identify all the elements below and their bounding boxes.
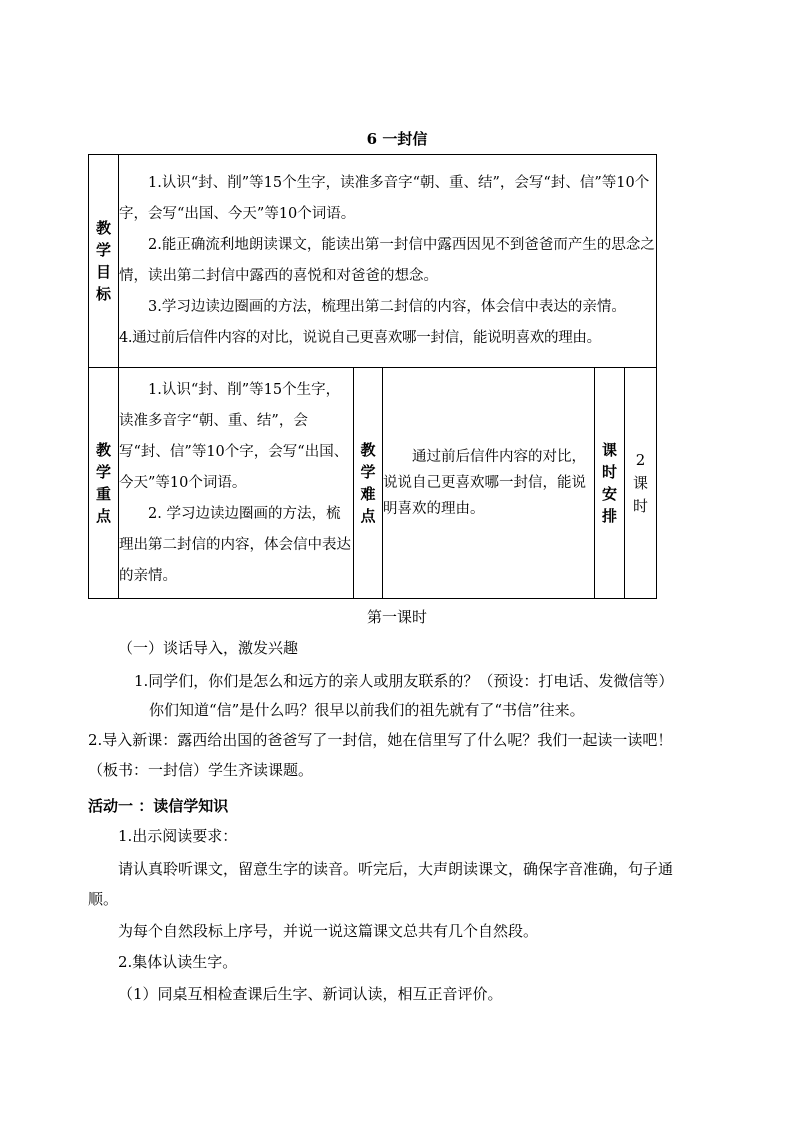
paragraph: 为每个自然段标上序号，并说一说这篇课文总共有几个自然段。: [118, 922, 539, 940]
key-points-label: 教 学 重 点: [89, 368, 119, 599]
paragraph: （1）同桌互相检查课后生字、新词认读，相互正音评价。: [118, 985, 503, 1003]
section-heading: （一）谈话导入，激发兴趣: [118, 639, 299, 657]
paragraph: 请认真聆听课文，留意生字的读音。听完后，大声朗读课文，确保字音准确，句子通: [118, 860, 674, 878]
goals-label: 教 学 目 标: [89, 155, 119, 368]
lesson-plan-table: [88, 154, 657, 599]
goals-content: [119, 155, 657, 368]
hours-value: 2 课 时: [625, 368, 657, 599]
goal-item: 4.通过前后信件内容的对比，说说自己更喜欢哪一封信，能说明喜欢的理由。: [119, 330, 601, 346]
hours-label: 课 时 安 排: [595, 368, 625, 599]
goal-item: 1.认识“封、削”等15个生字，读准多音字“朝、重、结”，会写“封、信”等10个字，会写“出国、今天”等10个词语。: [119, 175, 650, 222]
activity-heading: 活动一 ：读信学知识: [88, 797, 229, 815]
difficulty-content: 通过前后信件内容的对比，说说自己更喜欢哪一封信，能说明喜欢的理由。: [383, 368, 595, 599]
difficulty-label: 教 学 难 点: [354, 368, 383, 599]
key-point-item: 1.认识“封、削”等15个生字，读准多音字“朝、重、结”，会写“封、信”等10个字，会写“出国、今天”等10个词语。: [119, 381, 349, 491]
document-title: 6 一封信: [366, 130, 428, 148]
goal-item: 2.能正确流利地朗读课文，能读出第一封信中露西因见不到爸爸而产生的思念之情，读出第二封信中露西的喜悦和对爸爸的想念。: [119, 237, 655, 284]
key-point-item: 2. 学习边读边圈画的方法，梳理出第二封信的内容，体会信中表达的亲情。: [119, 505, 351, 584]
paragraph: 2.导入新课：露西给出国的爸爸写了一封信，她在信里写了什么呢？我们一起读一读吧！: [88, 731, 673, 749]
paragraph: 顺。: [88, 890, 119, 908]
goal-item: 3.学习边读边圈画的方法，梳理出第二封信的内容，体会信中表达的亲情。: [148, 299, 626, 315]
paragraph: 2.集体认读生字。: [118, 953, 238, 971]
paragraph: 1.出示阅读要求：: [118, 827, 238, 845]
lesson-title: 第一课时: [366, 608, 427, 626]
paragraph: 1.同学们，你们是怎么和远方的亲人或朋友联系的？（预设：打电话、发微信等）: [134, 672, 674, 690]
paragraph: （板书：一封信）学生齐读课题。: [88, 761, 314, 779]
paragraph: 你们知道“信”是什么吗？很早以前我们的祖先就有了“书信”往来。: [149, 701, 585, 719]
key-points-content: [119, 368, 354, 599]
